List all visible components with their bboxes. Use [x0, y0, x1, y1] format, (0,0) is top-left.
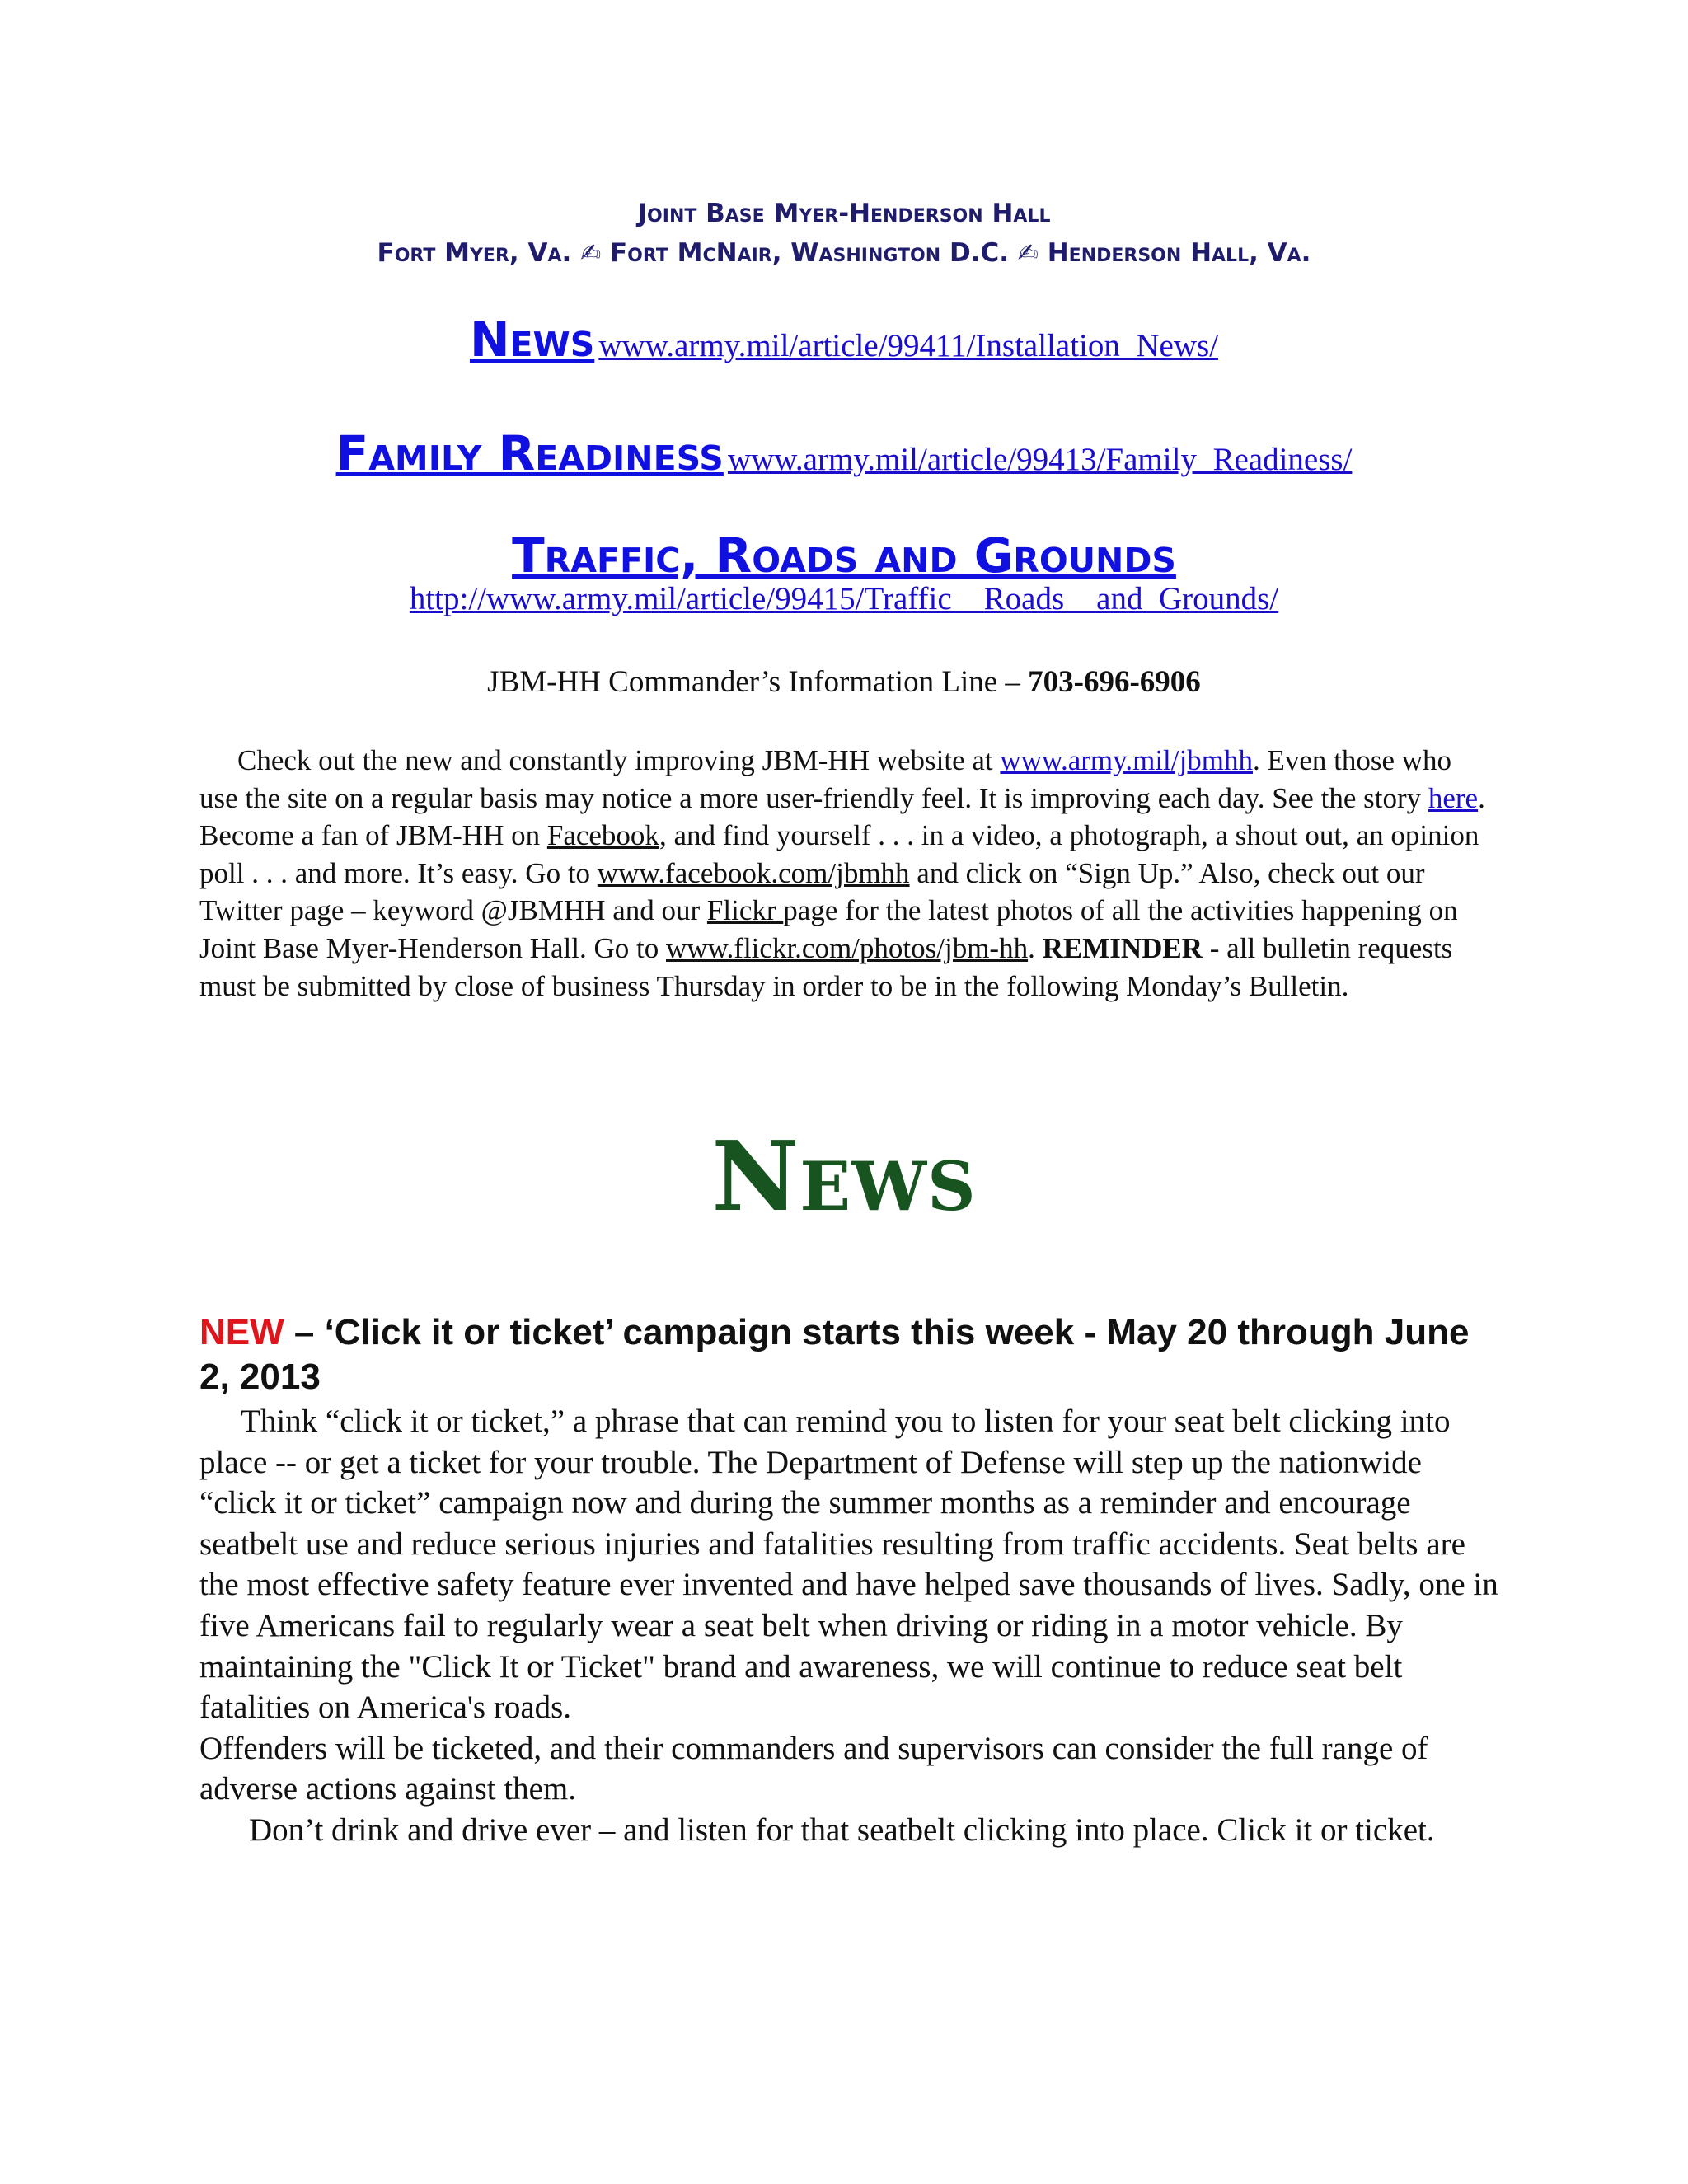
story-paragraph-text: Offenders will be ticketed, and their commanders and supervisors can consider the full range of adverse actions against them. — [199, 1730, 1428, 1807]
news-link-row — [0, 312, 1688, 368]
story-paragraph — [199, 1810, 1502, 1851]
info-line-phone: 703-696-6906 — [1028, 665, 1201, 699]
jbmhh-site-link[interactable]: www.army.mil/jbmhh — [1000, 744, 1253, 776]
traffic-url-row — [0, 580, 1688, 617]
story-paragraph — [199, 1728, 1502, 1810]
facebook-link[interactable]: Facebook — [546, 819, 659, 852]
intro-text: . Even those who use the site on a regular basis may notice a more user-friendly feel. It is improving each day. See the story — [199, 744, 1452, 814]
intro-text: . — [1028, 931, 1043, 964]
org-title — [0, 199, 1688, 228]
intro-text: Check out the new and constantly improving JBM-HH website at — [237, 744, 1001, 776]
story-here-link[interactable]: here — [1428, 781, 1479, 814]
story-paragraph-text: Don’t drink and drive ever – and listen for that seatbelt clicking into place. Click it or ticket. — [249, 1811, 1435, 1848]
story-paragraph-text: Think “click it or ticket,” a phrase that can remind you to listen for your seat belt clicking into place -- or get a ticket for your trouble. The Department of Defense will step up the nationwide “click it or ticket” campaign now and during the summer months as a reminder and encourage seatbelt use and reduce serious injuries and fatalities resulting from traffic accidents. Seat belts are the most effective safety feature ever invented and have helped save thousands of lives. Sadly, one in five Americans fail to regularly wear a seat belt when driving or riding in a motor vehicle. By maintaining the "Click It or Ticket" brand and awareness, we will continue to reduce seat belt fatalities on America's roads. — [199, 1404, 1498, 1726]
news-section-heading: News — [711, 1121, 977, 1233]
quill-separator-icon: ✍ — [580, 239, 602, 268]
facebook-url-link[interactable]: www.facebook.com/jbmhh — [597, 856, 910, 889]
story-headline — [199, 1310, 1502, 1399]
family-readiness-link-row — [0, 425, 1688, 481]
story-headline-text: – ‘Click it or ticket’ campaign starts this week - May 20 through June 2, 2013 — [199, 1312, 1470, 1397]
story-paragraph — [199, 1401, 1502, 1728]
news-title-link[interactable]: News — [469, 312, 595, 368]
flickr-link[interactable]: Flickr — [706, 894, 784, 927]
intro-text: and click on “Sign Up.” Also, check out our Twitter page – keyword @JBMHH and our — [199, 856, 1425, 927]
org-title-text: Joint Base Myer-Henderson Hall — [637, 199, 1051, 228]
traffic-url-link[interactable]: http://www.army.mil/article/99415/Traffic__Roads__and_Grounds/ — [409, 581, 1279, 616]
family-readiness-title-link[interactable]: Family Readiness — [335, 425, 724, 481]
location-fort-mcnair: Fort McNair, Washington D.C. — [610, 238, 1009, 268]
flickr-url-link[interactable]: www.flickr.com/photos/jbm-hh — [666, 931, 1029, 964]
story-body — [199, 1401, 1502, 1851]
info-line-label: JBM-HH Commander’s Information Line – — [487, 665, 1029, 699]
intro-text: page for the latest photos of all the activities happening on Joint Base Myer-Henderson Hall. Go to — [199, 894, 1458, 964]
family-readiness-url-link[interactable]: www.army.mil/article/99413/Family_Readiness/ — [727, 442, 1353, 477]
new-tag: NEW — [199, 1312, 284, 1352]
news-url-link[interactable]: www.army.mil/article/99411/Installation_News/ — [598, 328, 1219, 363]
traffic-title-row — [0, 527, 1688, 583]
intro-text: . Become a fan of JBM-HH on — [199, 781, 1485, 852]
quill-separator-icon: ✍ — [1017, 239, 1039, 268]
intro-paragraph — [199, 742, 1485, 1005]
location-henderson-hall: Henderson Hall, Va. — [1047, 238, 1311, 268]
commander-info-line — [0, 664, 1688, 700]
intro-text: - all bulletin requests must be submitted by close of business Thursday in order to be in the following Monday’s Bulletin. — [199, 931, 1453, 1002]
reminder-label: REMINDER — [1042, 931, 1203, 964]
locations-line — [0, 238, 1688, 268]
location-fort-myer: Fort Myer, Va. — [377, 238, 572, 268]
traffic-title-link[interactable]: Traffic, Roads and Grounds — [512, 527, 1176, 583]
intro-text: , and find yourself . . . in a video, a photograph, a shout out, an opinion poll . . . and more. It’s easy. Go to — [199, 819, 1479, 889]
